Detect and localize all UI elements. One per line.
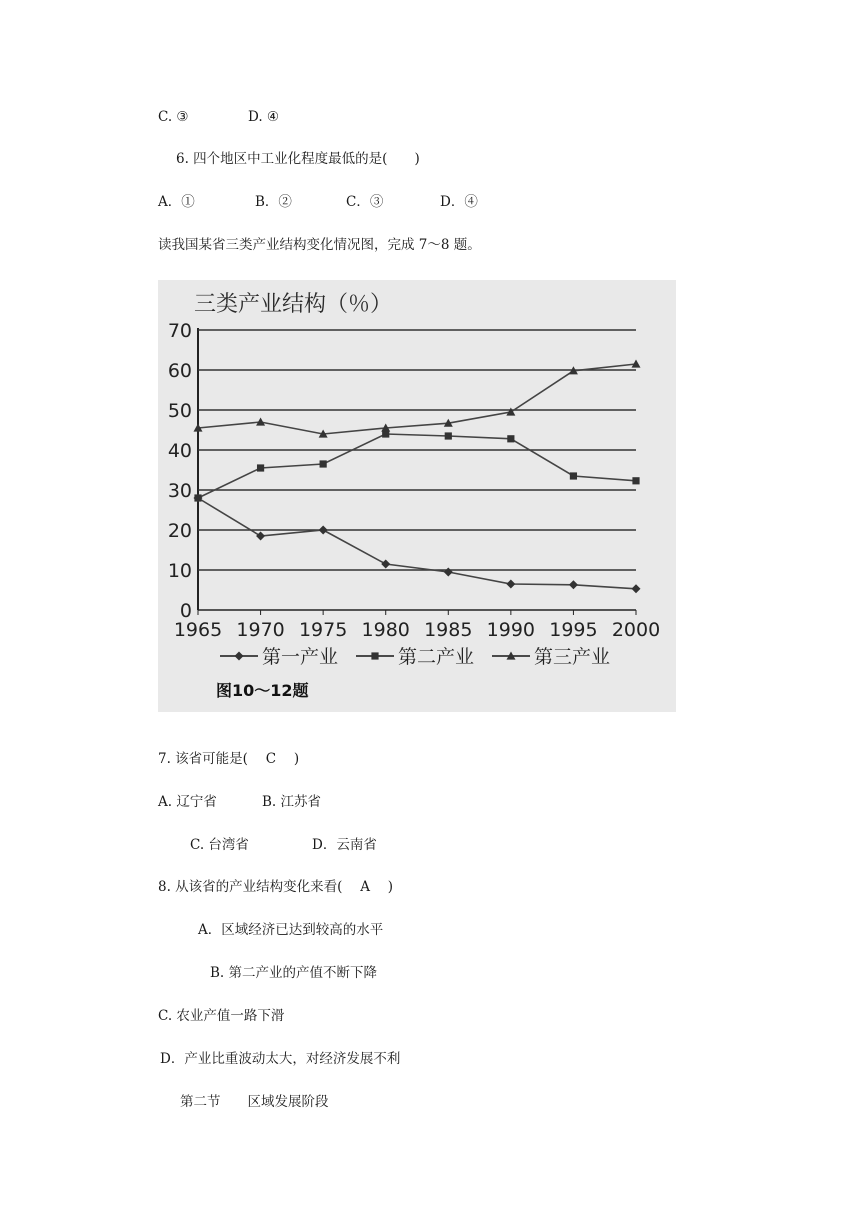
- option-c: C. ③: [158, 109, 189, 125]
- x-tick-label: 1995: [549, 619, 598, 641]
- x-tick-label: 1985: [424, 619, 473, 641]
- data-point: [632, 584, 641, 593]
- legend-label: 第一产业: [262, 646, 339, 668]
- data-point: [319, 526, 328, 535]
- chart-intro: 读我国某省三类产业结构变化情况图，完成 7～8 题。: [158, 237, 481, 253]
- data-point: [256, 532, 265, 541]
- data-point: [570, 472, 577, 479]
- x-tick-label: 1990: [486, 619, 536, 641]
- q6-option-b: B．②: [255, 194, 292, 210]
- question-7-stem: 7. 该省可能是( C ): [158, 751, 300, 767]
- q8-option-c: C. 农业产值一路下滑: [158, 1008, 285, 1024]
- x-tick-label: 1970: [236, 619, 285, 641]
- legend-marker: [371, 652, 378, 659]
- data-point: [320, 460, 327, 467]
- data-point: [194, 494, 201, 501]
- section-heading: 第二节 区域发展阶段: [180, 1094, 329, 1110]
- industry-structure-chart: [158, 280, 676, 712]
- chart-caption: 图10～12题: [216, 681, 309, 700]
- q7-option-b: B. 江苏省: [262, 794, 322, 810]
- data-point: [381, 560, 390, 569]
- q6-option-a: A．①: [158, 194, 195, 210]
- y-tick-label: 0: [179, 600, 192, 622]
- x-tick-label: 1980: [361, 619, 410, 641]
- data-point: [506, 408, 515, 416]
- chart-title: 三类产业结构（％）: [194, 292, 393, 317]
- y-tick-label: 60: [167, 360, 192, 382]
- data-point: [506, 580, 515, 589]
- y-tick-label: 50: [167, 400, 192, 422]
- data-point: [257, 464, 264, 471]
- y-tick-label: 20: [167, 520, 192, 542]
- x-tick-label: 2000: [611, 619, 661, 641]
- y-tick-label: 40: [167, 440, 192, 462]
- y-tick-label: 10: [167, 560, 192, 582]
- q8-option-b: B. 第二产业的产值不断下降: [210, 965, 378, 981]
- data-point: [445, 432, 452, 439]
- y-tick-label: 70: [167, 320, 192, 342]
- legend-label: 第三产业: [534, 646, 611, 668]
- option-d: D. ④: [248, 109, 280, 125]
- legend-marker: [235, 652, 244, 661]
- series-line-1: [198, 498, 636, 589]
- legend-label: 第二产业: [398, 646, 475, 668]
- q8-option-d: D．产业比重波动太大，对经济发展不利: [160, 1051, 401, 1067]
- data-point: [632, 477, 639, 484]
- question-6-stem: 6. 四个地区中工业化程度最低的是( ): [176, 151, 420, 167]
- q7-option-c: C. 台湾省: [190, 837, 249, 853]
- x-tick-label: 1975: [298, 619, 348, 641]
- data-point: [507, 435, 514, 442]
- question-8-stem: 8. 从该省的产业结构变化来看( A ): [158, 879, 394, 895]
- data-point: [569, 580, 578, 589]
- q6-option-d: D．④: [440, 194, 478, 210]
- y-tick-label: 30: [167, 480, 192, 502]
- x-tick-label: 1965: [173, 619, 223, 641]
- q6-option-c: C．③: [346, 194, 384, 210]
- data-point: [444, 568, 453, 577]
- q8-option-a: A．区域经济已达到较高的水平: [198, 922, 384, 938]
- q7-option-d: D．云南省: [312, 837, 377, 853]
- q7-option-a: A. 辽宁省: [158, 794, 217, 810]
